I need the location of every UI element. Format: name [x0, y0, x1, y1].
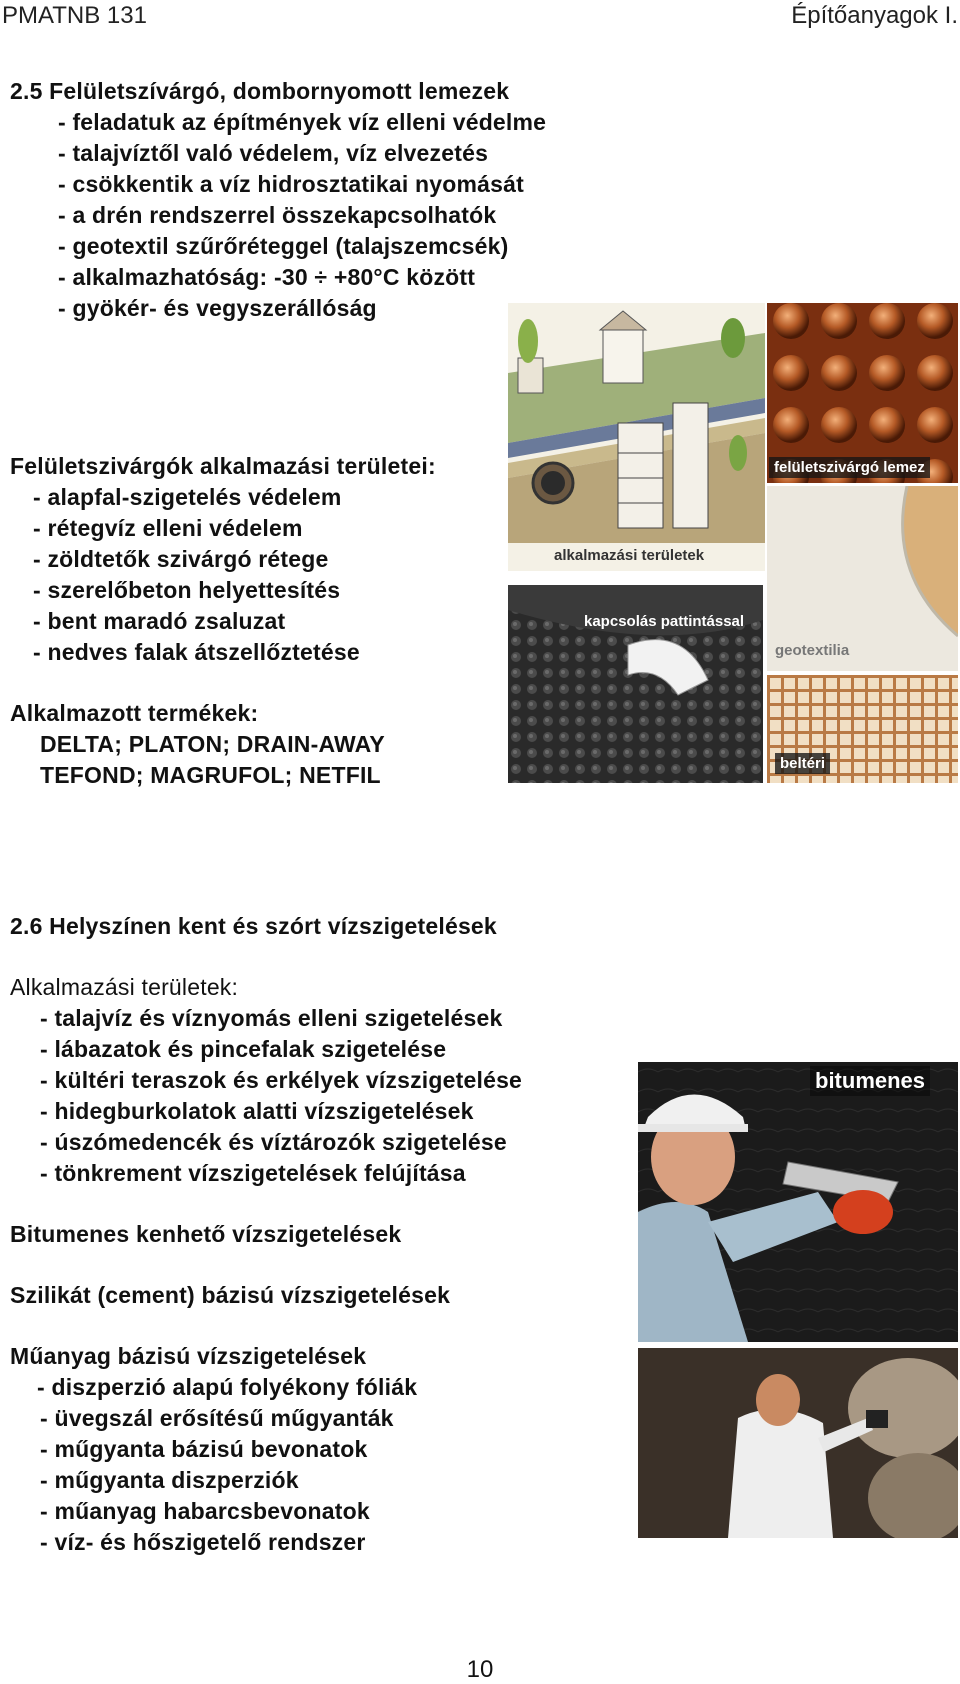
area-item: - bent maradó zsaluzat [33, 608, 286, 634]
products-title: Alkalmazott termékek: [10, 700, 259, 726]
spraying-worker-photo [638, 1348, 958, 1538]
indoor-label: beltéri [775, 753, 830, 774]
header-course-code: PMATNB 131 [2, 2, 147, 29]
s2-area-item: - úszómedencék és víztározók szigetelése [40, 1129, 507, 1155]
s2-areas-title: Alkalmazási területek: [10, 974, 239, 1000]
geotextile-label: geotextilia [775, 642, 850, 659]
plastic-item: - üvegszál erősítésű műgyanták [40, 1405, 394, 1431]
snap-label: kapcsolás pattintással [584, 613, 745, 630]
s2-area-item: - talajvíz és víznyomás elleni szigetelések [40, 1005, 503, 1031]
plastic-item: - műgyanta bázisú bevonatok [40, 1436, 368, 1462]
diagram-label: alkalmazási területek [554, 547, 705, 564]
s2-area-item: - tönkrement vízszigetelések felújítása [40, 1160, 466, 1186]
application-areas-diagram [508, 303, 765, 571]
s2-area-item: - kültéri teraszok és erkélyek vízszigetelése [40, 1067, 523, 1093]
s1-bullet: - feladatuk az építmények víz elleni védelme [58, 109, 547, 135]
geotextile-photo [767, 486, 958, 671]
product-line: TEFOND; MAGRUFOL; NETFIL [40, 762, 381, 788]
s2-area-item: - lábazatok és pincefalak szigetelése [40, 1036, 447, 1062]
s1-bullet: - alkalmazhatóság: -30 ÷ +80°C között [58, 264, 476, 290]
bitumen-photo-label: bitumenes [810, 1066, 930, 1096]
area-item: - zöldtetők szivárgó rétege [33, 546, 329, 572]
bitumen-heading: Bitumenes kenhető vízszigetelések [10, 1221, 402, 1247]
section-2-6-title: 2.6 Helyszínen kent és szórt vízszigetelések [10, 913, 497, 939]
snap-connection-photo [508, 585, 763, 783]
s1-bullet: - talajvíztől való védelem, víz elvezetés [58, 140, 489, 166]
plastic-item: - víz- és hőszigetelő rendszer [40, 1529, 366, 1555]
dimpled-sheet-photo [767, 303, 958, 483]
indoor-mesh-photo [767, 675, 958, 783]
plastic-item: - műgyanta diszperziók [40, 1467, 299, 1493]
area-item: - alapfal-szigetelés védelem [33, 484, 342, 510]
page-number: 10 [466, 1656, 494, 1683]
plastic-heading: Műanyag bázisú vízszigetelések [10, 1343, 367, 1369]
membrane-label: felületszivárgó lemez [769, 457, 930, 478]
s1-bullet: - geotextil szűrőréteggel (talajszemcsék) [58, 233, 509, 259]
area-item: - szerelőbeton helyettesítés [33, 577, 341, 603]
s1-bullet: - a drén rendszerrel összekapcsolhatók [58, 202, 497, 228]
plastic-item: - műanyag habarcsbevonatok [40, 1498, 370, 1524]
area-item: - rétegvíz elleni védelem [33, 515, 303, 541]
section-2-5-title: 2.5 Felületszívárgó, dombornyomott lemezek [10, 78, 510, 104]
header-subject: Építőanyagok I. [791, 2, 958, 29]
bitumen-worker-photo [638, 1062, 958, 1342]
s2-area-item: - hidegburkolatok alatti vízszigetelések [40, 1098, 474, 1124]
s1-bullet: - gyökér- és vegyszerállóság [58, 295, 377, 321]
areas-title: Felületszivárgók alkalmazási területei: [10, 453, 436, 479]
plastic-item: - diszperzió alapú folyékony fóliák [37, 1374, 418, 1400]
s1-bullet: - csökkentik a víz hidrosztatikai nyomását [58, 171, 525, 197]
product-line: DELTA; PLATON; DRAIN-AWAY [40, 731, 385, 757]
silicate-heading: Szilikát (cement) bázisú vízszigetelések [10, 1282, 451, 1308]
area-item: - nedves falak átszellőztetése [33, 639, 360, 665]
